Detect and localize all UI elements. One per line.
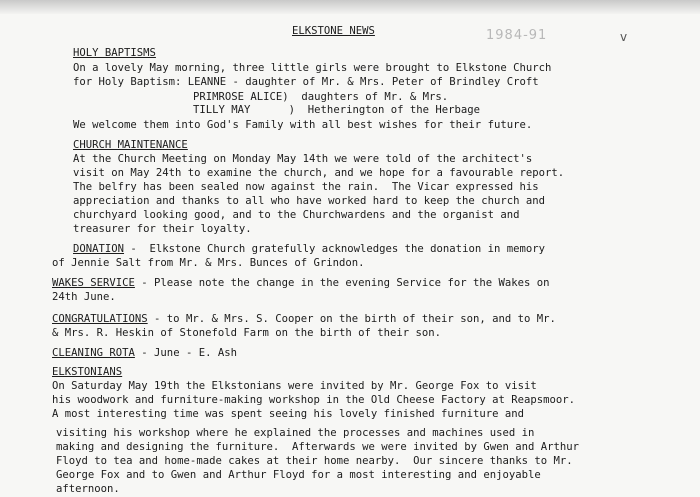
heading-congratulations: CONGRATULATIONS: [52, 313, 148, 325]
elkstonians-line: making and designing the furniture. Afterwards we were invited by Gwen and Arthur: [56, 441, 579, 453]
newsletter-title: ELKSTONE NEWS: [292, 25, 375, 37]
elkstonians-line: Floyd to tea and home-made cakes at their home nearby. Our sincere thanks to Mr.: [56, 455, 573, 467]
cleaning-text: - June - E. Ash: [134, 347, 237, 359]
maintenance-line: appreciation and thanks to all who have worked hard to keep the church and: [73, 195, 545, 207]
elkstonians-line: visiting his workshop where he explained the processes and machines used in: [56, 427, 535, 439]
wakes-line: [52, 277, 550, 290]
heading-elkstonians: ELKSTONIANS: [52, 366, 123, 378]
wakes-text: - Please note the change in the evening Service for the Wakes on: [134, 277, 550, 289]
wakes-line: 24th June.: [52, 291, 116, 303]
maintenance-line: The belfry has been sealed now against the rain. The Vicar expressed his: [73, 181, 539, 193]
cleaning-line: [52, 347, 237, 360]
elkstonians-line: A most interesting time was spent seeing his lovely finished furniture and: [52, 408, 524, 420]
maintenance-line: visit on May 24th to examine the church, and we hope for a favourable report.: [73, 167, 565, 179]
donation-line: of Jennie Salt from Mr. & Mrs. Bunces of Grindon.: [52, 257, 365, 269]
handwritten-note: 1984-91: [486, 28, 548, 43]
elkstonians-line: On Saturday May 19th the Elkstonians were invited by Mr. George Fox to visit: [52, 380, 537, 392]
heading-wakes: WAKES SERVICE: [52, 277, 135, 289]
baptisms-line: for Holy Baptism: LEANNE - daughter of Mr. & Mrs. Peter of Brindley Croft: [73, 76, 539, 88]
margin-mark: v: [620, 30, 628, 44]
elkstonians-line: George Fox and to Gwen and Arthur Floyd for a most interesting and enjoyable: [56, 469, 541, 481]
elkstonians-line: his woodwork and furniture-making workshop in the Old Cheese Factory at Reapsmoor.: [52, 394, 575, 406]
congratulations-text: - to Mr. & Mrs. S. Cooper on the birth of their son, and to Mr.: [147, 313, 556, 325]
heading-cleaning: CLEANING ROTA: [52, 347, 135, 359]
heading-maintenance: CHURCH MAINTENANCE: [73, 139, 188, 151]
heading-baptisms: HOLY BAPTISMS: [73, 47, 156, 59]
donation-line: [73, 243, 545, 256]
baptisms-line: PRIMROSE ALICE) daughters of Mr. & Mrs.: [193, 91, 449, 103]
congratulations-line: [52, 313, 556, 326]
heading-donation: DONATION: [73, 243, 125, 255]
elkstonians-line: afternoon.: [56, 483, 120, 495]
maintenance-line: churchyard looking good, and to the Churchwardens and the organist and: [73, 209, 520, 221]
maintenance-line: treasurer for their loyalty.: [73, 223, 252, 235]
baptisms-line: We welcome them into God's Family with all best wishes for their future.: [73, 119, 533, 131]
maintenance-line: At the Church Meeting on Monday May 14th we were told of the architect's: [73, 153, 533, 165]
congratulations-line: & Mrs. R. Heskin of Stonefold Farm on the birth of their son.: [52, 327, 442, 339]
baptisms-line: TILLY MAY ) Hetherington of the Herbage: [193, 104, 481, 116]
baptisms-line: On a lovely May morning, three little girls were brought to Elkstone Church: [73, 62, 552, 74]
donation-text: - Elkstone Church gratefully acknowledges the donation in memory: [124, 243, 545, 255]
